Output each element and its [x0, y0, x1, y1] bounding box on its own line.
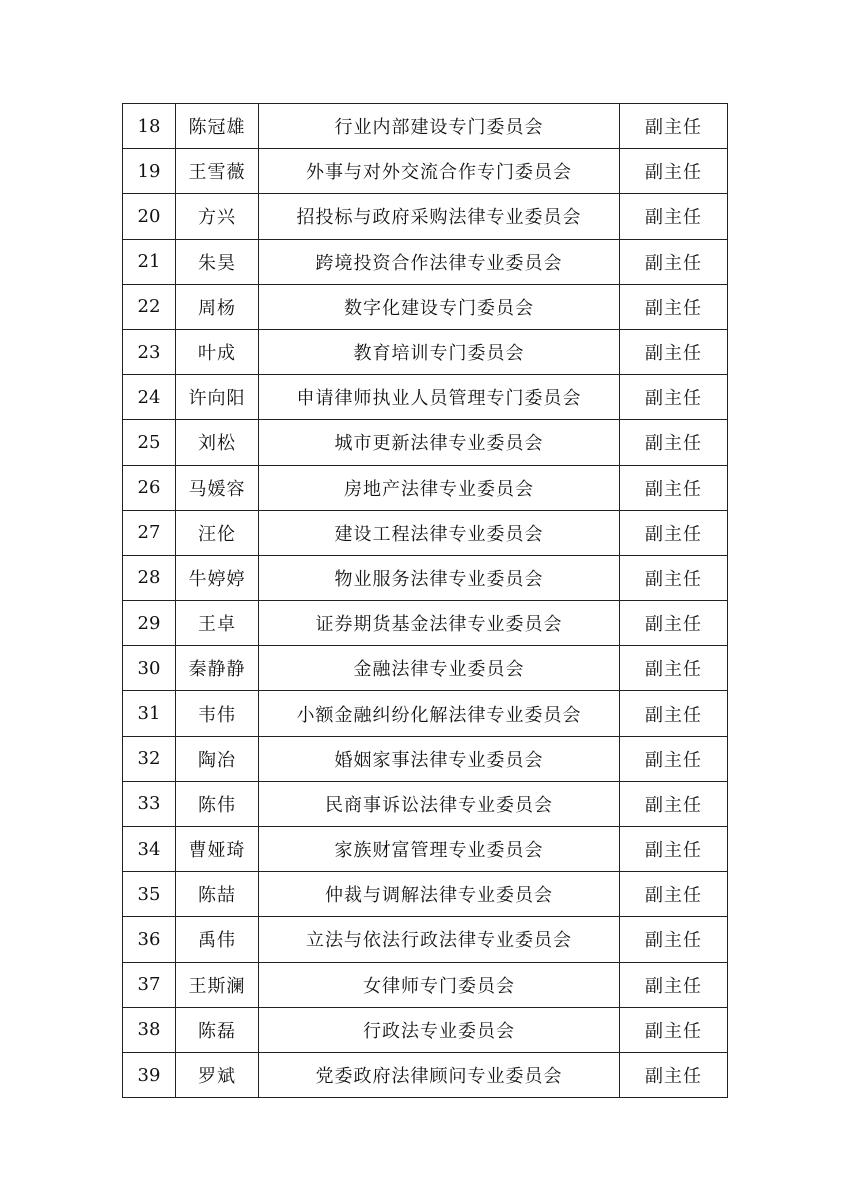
committee-name-cell: 证券期货基金法律专业委员会 [259, 601, 620, 646]
member-name-cell: 许向阳 [176, 375, 259, 420]
role-cell: 副主任 [620, 1007, 728, 1052]
member-name-cell: 周杨 [176, 284, 259, 329]
table-row [123, 375, 728, 420]
table-row [123, 239, 728, 284]
role-cell: 副主任 [620, 284, 728, 329]
committee-name-cell: 跨境投资合作法律专业委员会 [259, 239, 620, 284]
member-name-cell: 王雪薇 [176, 149, 259, 194]
role-cell: 副主任 [620, 917, 728, 962]
committee-name-cell: 女律师专门委员会 [259, 962, 620, 1007]
table-row [123, 149, 728, 194]
table-row [123, 827, 728, 872]
member-name-cell: 陈磊 [176, 1007, 259, 1052]
role-cell: 副主任 [620, 736, 728, 781]
row-number-cell: 33 [123, 781, 176, 826]
committee-name-cell: 数字化建设专门委员会 [259, 284, 620, 329]
table-row [123, 555, 728, 600]
committee-name-cell: 外事与对外交流合作专门委员会 [259, 149, 620, 194]
row-number-cell: 30 [123, 646, 176, 691]
member-name-cell: 叶成 [176, 329, 259, 374]
table-row [123, 420, 728, 465]
member-name-cell: 王斯澜 [176, 962, 259, 1007]
roster-table-body [123, 104, 728, 1098]
member-name-cell: 王卓 [176, 601, 259, 646]
committee-name-cell: 房地产法律专业委员会 [259, 465, 620, 510]
table-row [123, 691, 728, 736]
committee-name-cell: 招投标与政府采购法律专业委员会 [259, 194, 620, 239]
role-cell: 副主任 [620, 465, 728, 510]
row-number-cell: 23 [123, 329, 176, 374]
role-cell: 副主任 [620, 329, 728, 374]
committee-name-cell: 城市更新法律专业委员会 [259, 420, 620, 465]
role-cell: 副主任 [620, 239, 728, 284]
table-row [123, 917, 728, 962]
committee-name-cell: 建设工程法律专业委员会 [259, 510, 620, 555]
member-name-cell: 秦静静 [176, 646, 259, 691]
committee-name-cell: 立法与依法行政法律专业委员会 [259, 917, 620, 962]
table-row [123, 1007, 728, 1052]
row-number-cell: 18 [123, 104, 176, 149]
row-number-cell: 37 [123, 962, 176, 1007]
row-number-cell: 35 [123, 872, 176, 917]
row-number-cell: 25 [123, 420, 176, 465]
member-name-cell: 禹伟 [176, 917, 259, 962]
row-number-cell: 19 [123, 149, 176, 194]
table-row [123, 781, 728, 826]
table-row [123, 962, 728, 1007]
member-name-cell: 陈伟 [176, 781, 259, 826]
committee-name-cell: 民商事诉讼法律专业委员会 [259, 781, 620, 826]
member-name-cell: 罗斌 [176, 1052, 259, 1097]
role-cell: 副主任 [620, 872, 728, 917]
row-number-cell: 28 [123, 555, 176, 600]
table-row [123, 1052, 728, 1097]
member-name-cell: 陈冠雄 [176, 104, 259, 149]
committee-name-cell: 婚姻家事法律专业委员会 [259, 736, 620, 781]
member-name-cell: 朱昊 [176, 239, 259, 284]
row-number-cell: 32 [123, 736, 176, 781]
committee-name-cell: 行政法专业委员会 [259, 1007, 620, 1052]
row-number-cell: 26 [123, 465, 176, 510]
member-name-cell: 曹娅琦 [176, 827, 259, 872]
committee-name-cell: 教育培训专门委员会 [259, 329, 620, 374]
member-name-cell: 牛婷婷 [176, 555, 259, 600]
row-number-cell: 34 [123, 827, 176, 872]
committee-name-cell: 家族财富管理专业委员会 [259, 827, 620, 872]
table-row [123, 329, 728, 374]
role-cell: 副主任 [620, 781, 728, 826]
row-number-cell: 31 [123, 691, 176, 736]
role-cell: 副主任 [620, 149, 728, 194]
role-cell: 副主任 [620, 104, 728, 149]
row-number-cell: 24 [123, 375, 176, 420]
committee-name-cell: 申请律师执业人员管理专门委员会 [259, 375, 620, 420]
committee-name-cell: 行业内部建设专门委员会 [259, 104, 620, 149]
row-number-cell: 38 [123, 1007, 176, 1052]
role-cell: 副主任 [620, 962, 728, 1007]
committee-name-cell: 物业服务法律专业委员会 [259, 555, 620, 600]
member-name-cell: 陈喆 [176, 872, 259, 917]
committee-name-cell: 仲裁与调解法律专业委员会 [259, 872, 620, 917]
member-name-cell: 陶冶 [176, 736, 259, 781]
table-row [123, 284, 728, 329]
table-row [123, 194, 728, 239]
table-row [123, 646, 728, 691]
member-name-cell: 汪伦 [176, 510, 259, 555]
table-row [123, 601, 728, 646]
row-number-cell: 36 [123, 917, 176, 962]
row-number-cell: 20 [123, 194, 176, 239]
member-name-cell: 韦伟 [176, 691, 259, 736]
role-cell: 副主任 [620, 555, 728, 600]
table-row [123, 510, 728, 555]
role-cell: 副主任 [620, 375, 728, 420]
table-row [123, 104, 728, 149]
role-cell: 副主任 [620, 691, 728, 736]
committee-name-cell: 金融法律专业委员会 [259, 646, 620, 691]
table-row [123, 736, 728, 781]
member-name-cell: 马媛容 [176, 465, 259, 510]
row-number-cell: 27 [123, 510, 176, 555]
committee-name-cell: 小额金融纠纷化解法律专业委员会 [259, 691, 620, 736]
committee-roster-table [122, 103, 728, 1098]
table-row [123, 872, 728, 917]
row-number-cell: 29 [123, 601, 176, 646]
member-name-cell: 刘松 [176, 420, 259, 465]
row-number-cell: 21 [123, 239, 176, 284]
role-cell: 副主任 [620, 510, 728, 555]
role-cell: 副主任 [620, 646, 728, 691]
member-name-cell: 方兴 [176, 194, 259, 239]
committee-name-cell: 党委政府法律顾问专业委员会 [259, 1052, 620, 1097]
role-cell: 副主任 [620, 194, 728, 239]
role-cell: 副主任 [620, 827, 728, 872]
row-number-cell: 22 [123, 284, 176, 329]
role-cell: 副主任 [620, 601, 728, 646]
row-number-cell: 39 [123, 1052, 176, 1097]
role-cell: 副主任 [620, 1052, 728, 1097]
role-cell: 副主任 [620, 420, 728, 465]
table-row [123, 465, 728, 510]
